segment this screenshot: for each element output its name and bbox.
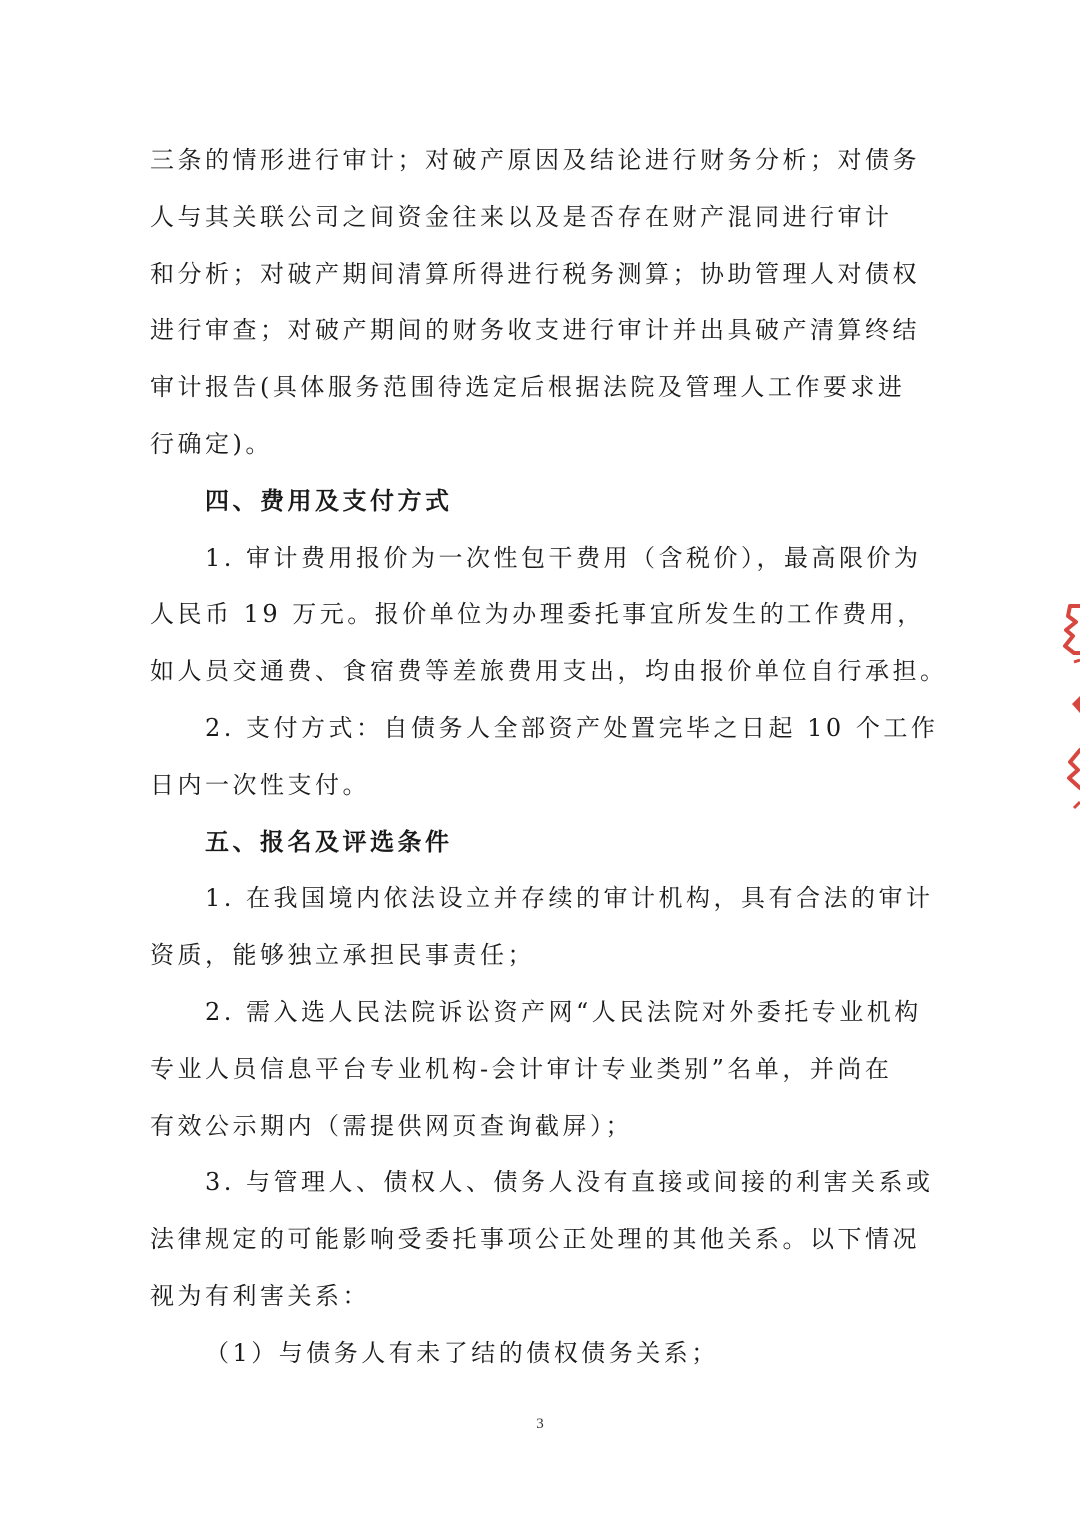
text-line: 3. 与管理人、债权人、债务人没有直接或间接的利害关系或	[205, 1168, 934, 1197]
text-line: 行确定)。	[150, 429, 273, 458]
text-line: 2. 需入选人民法院诉讼资产网“人民法院对外委托专业机构	[205, 997, 922, 1026]
text-line: 有效公示期内（需提供网页查询截屏）；	[150, 1111, 633, 1140]
section-heading: 五、报名及评选条件	[205, 826, 453, 856]
text-line: 视为有利害关系：	[150, 1281, 370, 1310]
text-line: 和分析；对破产期间清算所得进行税务测算；协助管理人对债权	[150, 259, 920, 288]
section-heading: 四、费用及支付方式	[205, 485, 453, 515]
text-line: （1）与债务人有未了结的债权债务关系；	[205, 1338, 719, 1367]
text-line: 1. 在我国境内依法设立并存续的审计机构，具有合法的审计	[205, 884, 934, 913]
page-number: 3	[536, 1416, 544, 1432]
text-line: 人民币 19 万元。报价单位为办理委托事宜所发生的工作费用，	[150, 600, 925, 629]
text-line: 日内一次性支付。	[150, 770, 370, 799]
text-line: 1. 审计费用报价为一次性包干费用（含税价），最高限价为	[205, 543, 922, 572]
text-line: 法律规定的可能影响受委托事项公正处理的其他关系。以下情况	[150, 1225, 920, 1254]
text-line: 专业人员信息平台专业机构-会计审计专业类别”名单，并尚在	[150, 1054, 893, 1083]
text-line: 审计报告(具体服务范围待选定后根据法院及管理人工作要求进	[150, 373, 906, 402]
red-seal-fragment-icon	[1056, 598, 1080, 820]
text-line: 三条的情形进行审计；对破产原因及结论进行财务分析；对债务	[150, 146, 920, 174]
document-body	[150, 132, 948, 1382]
text-line: 人与其关联公司之间资金往来以及是否存在财产混同进行审计	[150, 202, 893, 231]
text-line: 资质，能够独立承担民事责任；	[150, 941, 535, 970]
text-line: 如人员交通费、食宿费等差旅费用支出，均由报价单位自行承担。	[150, 657, 948, 686]
text-line: 2. 支付方式：自债务人全部资产处置完毕之日起 10 个工作	[205, 713, 939, 742]
text-line: 进行审查；对破产期间的财务收支进行审计并出具破产清算终结	[150, 316, 920, 345]
